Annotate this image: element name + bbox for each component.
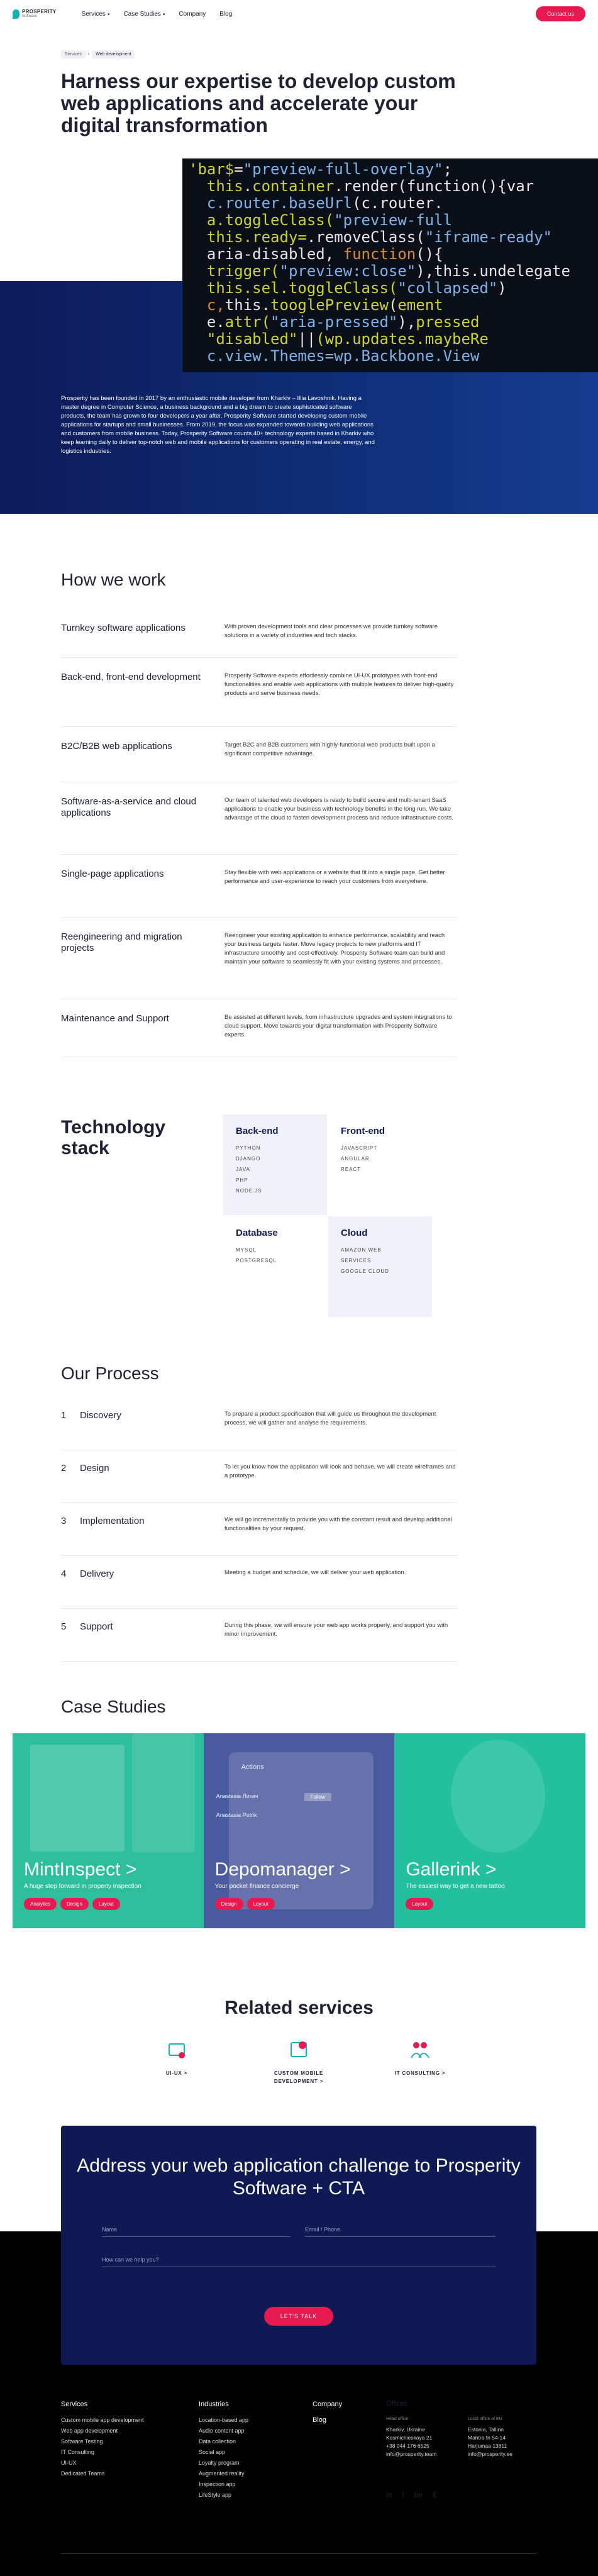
tech-card-database: Database MYSQL POSTGRESQL	[223, 1216, 327, 1317]
process-step: 5 Support During this phase, we will ensure your web app works properly, and support you with minor improvement.	[61, 1609, 457, 1662]
list-item: Back-end, front-end development Prosperity Software experts effortlessly combine UI-UX prototypes with front-end functionalities and enable web applications with multiple features to deliver high-quality products and serve business needs.	[61, 658, 457, 727]
related-mobile-dev[interactable]: CUSTOM MOBILE DEVELOPMENT >	[255, 2038, 343, 2085]
process-step: 2 Design To let you know how the application will look and behave, we will create wireframes and a prototype.	[61, 1450, 457, 1503]
footer-link[interactable]: Loyalty program	[199, 2460, 240, 2466]
footer-link[interactable]: UI-UX	[61, 2460, 77, 2466]
footer-link[interactable]: Dedicated Teams	[61, 2470, 105, 2477]
email-phone-field[interactable]: Email / Phone	[305, 2226, 496, 2237]
office-head: Head office Kharkiv, Ukraine Kosmichieskaya 21 +38 044 176 6525 info@prosperity.team	[386, 2417, 437, 2457]
related-ui-ux[interactable]: UI-UX >	[133, 2038, 221, 2077]
footer-services: Services Custom mobile app development Web app development Software Testing IT Consulting UI-UX Dedicated Teams	[61, 2400, 144, 2479]
nav-company[interactable]: Company	[179, 10, 206, 18]
tag: Design	[60, 1898, 89, 1910]
page-title: Harness our expertise to develop custom web applications and accelerate your digital transformation	[61, 70, 456, 136]
tech-card-frontend: Front-end JAVASCRIPT ANGULAR REACT	[328, 1114, 432, 1215]
footer-link[interactable]: Augmented reality	[199, 2470, 245, 2477]
name-field[interactable]: Name	[102, 2226, 291, 2237]
footer-link[interactable]: Social app	[199, 2449, 226, 2455]
how-we-work-title: How we work	[61, 570, 166, 589]
message-field[interactable]: How can we help you?	[102, 2257, 496, 2267]
case-depomanager[interactable]: Actions Anastasia Лихач Anastasia Petrik Follow Depomanager > Your pocket finance concierge Design Layout	[204, 1733, 395, 1928]
chevron-right-icon: ›	[87, 52, 90, 57]
list-item: Reengineering and migration projects Reengineer your existing application to enhance performance, scalability and reach your business targets faster. Move legacy projects to new platforms and IT infrastructure smoothly and cost-effectively. Prosperity Software team can build and maintain your software to seamlessly fit with your existing systems and processes.	[61, 918, 457, 999]
linkedin-icon[interactable]: in	[386, 2490, 392, 2499]
nav-services[interactable]: Services ▾	[81, 10, 110, 18]
tech-stack-title: Technology stack	[61, 1117, 166, 1158]
footer-link[interactable]: IT Consulting	[61, 2449, 94, 2455]
case-studies-title: Case Studies	[61, 1697, 166, 1716]
footer-link[interactable]: Location-based app	[199, 2417, 249, 2423]
process-step: 4 Delivery Meeting a budget and schedule, we will deliver your web application.	[61, 1556, 457, 1609]
footer-company: Company Blog	[313, 2400, 342, 2426]
office-eu: Local office of EU Estonia, Tallinn Mahtra tn 54-14 Harjumaa 13811 info@prosperity.ee	[468, 2417, 512, 2457]
tag: Layout	[406, 1898, 433, 1910]
breadcrumb-current: Web development	[92, 50, 135, 58]
tag: Analytics	[24, 1898, 57, 1910]
lets-talk-button[interactable]: LET'S TALK	[264, 2307, 333, 2326]
footer-divider	[61, 2553, 536, 2554]
footer-link[interactable]: Audio content app	[199, 2428, 245, 2434]
how-we-work-list	[61, 609, 457, 1057]
hero-description: Prosperity has been founded in 2017 by an enthusiastic mobile developer from Kharkiv – Illia Lavoshnik. Having a master degree in Computer Science, a business background and a big dream to create sophisticated software products, the team has grown to four developers a year after. Prosperity Software started developing custom mobile applications for startups and small businesses. From 2019, the focus was expanded towards building web applications and customers from mobile business. Today, Prosperity Software counts 40+ technology experts based in Kharkiv who keep learning daily to deliver top-notch web and mobile applications for customers operating in real estate, energy, and logistics industries.	[61, 395, 375, 455]
design-icon	[164, 2038, 189, 2063]
tech-card-cloud: Cloud AMAZON WEB SERVICES GOOGLE CLOUD	[328, 1216, 432, 1317]
chevron-down-icon: ▾	[107, 12, 110, 17]
related-services-title: Related services	[224, 1997, 374, 2018]
footer-offices: Offices Head office Kharkiv, Ukraine Kosmichieskaya 21 +38 044 176 6525 info@prosperity.team Local office of EU Estonia, Tallinn Mahtra tn 54-14 Harjumaa 13811 info@prosperity.ee	[386, 2400, 550, 2414]
footer-industries: Industries Location-based app Audio content app Data collection Social app Loyalty program Augmented reality Inspection app LifeStyle app	[199, 2400, 248, 2501]
tech-card-backend: Back-end PYTHON DJANGO JAVA PHP NODE.JS	[223, 1114, 327, 1215]
social-links	[386, 2490, 437, 2499]
list-item: B2C/B2B web applications Target B2C and B2B customers with highly-functional web products built upon a significant competitive advantage.	[61, 727, 457, 782]
chevron-down-icon: ▾	[162, 12, 165, 17]
breadcrumb-services[interactable]: Services	[61, 50, 86, 58]
nav-case-studies[interactable]: Case Studies ▾	[123, 10, 165, 18]
footer-link[interactable]: Software Testing	[61, 2438, 103, 2445]
main-nav	[82, 11, 233, 18]
footer-link[interactable]: Data collection	[199, 2438, 236, 2445]
process-step: 3 Implementation We will go incrementally to provide you with the constant result and develop additional functionalities by your request.	[61, 1503, 457, 1556]
contact-us-button[interactable]: Contact us	[536, 6, 585, 21]
logo-line1: PROSPERITY	[22, 9, 57, 14]
behance-icon[interactable]: be	[414, 2490, 423, 2499]
people-icon	[407, 2038, 433, 2063]
list-item: Software-as-a-service and cloud applications Our team of talented web developers is ready to build secure and multi-tenant SaaS applications to enable your business with technology benefits in the long run. We take advantage of the cloud to fasten development process and reduce infrastructure costs.	[61, 782, 457, 855]
depomanager-mockup: Actions Anastasia Лихач Anastasia Petrik Follow	[204, 1733, 395, 1928]
site-header	[0, 0, 598, 28]
process-list	[61, 1397, 457, 1662]
footer-link[interactable]: LifeStyle app	[199, 2492, 232, 2498]
process-title: Our Process	[61, 1363, 159, 1383]
logo-line2: Software	[22, 14, 37, 18]
related-it-consulting[interactable]: IT CONSULTING >	[376, 2038, 464, 2077]
facebook-icon[interactable]: f	[402, 2490, 404, 2499]
logo[interactable]	[13, 9, 57, 19]
list-item: Maintenance and Support Be assisted at different levels, from infrastructure upgrades and system integrations to cloud support. Move towards your digital transformation with Prosperity Software experts.	[61, 999, 457, 1057]
tag: Layout	[92, 1898, 120, 1910]
case-mintinspect[interactable]: MintInspect > A huge step forward in property inspection Analytics Design Layout	[13, 1733, 204, 1928]
cta-title: Address your web application challenge to Prosperity Software + CTA	[77, 2155, 521, 2199]
tag: Layout	[247, 1898, 275, 1910]
tag: Design	[215, 1898, 243, 1910]
breadcrumb	[61, 50, 135, 58]
process-step: 1 Discovery To prepare a product specification that will guide us throughout the development process, we will gather and analyse the requirements.	[61, 1397, 457, 1450]
footer-link[interactable]: Blog	[313, 2416, 327, 2424]
list-item: Turnkey software applications With proven development tools and clear processes we provide turnkey software solutions in a variety of industries and tech stacks.	[61, 609, 457, 658]
footer-link[interactable]: Web app development	[61, 2428, 118, 2434]
footer-link[interactable]: Custom mobile app development	[61, 2417, 144, 2423]
cta-form	[61, 2126, 536, 2365]
footer-link[interactable]: Inspection app	[199, 2481, 236, 2487]
upwork-icon[interactable]: €	[433, 2490, 437, 2499]
mobile-icon	[286, 2038, 311, 2063]
logo-icon	[13, 9, 19, 19]
case-gallerink[interactable]: Gallerink > The easiest way to get a new tattoo Layout	[394, 1733, 585, 1928]
case-studies-row	[13, 1733, 585, 1928]
hero-code-image: 'bar$="preview-full-overlay"; this.container.render(function(){var c.router.baseUrl(c.router. a.toggleClass("preview-full this.ready=.removeClass("iframe-ready" aria-disabled, function(){ trigger("preview:close"),this.undelegate this.sel.toggleClass("collapsed") c,this.tooglePreview(ement e.attr("aria-pressed"),pressed "disabled"||(wp.updates.maybeRe c.view.Themes=wp.Backbone.View	[182, 158, 598, 372]
nav-blog[interactable]: Blog	[219, 10, 233, 18]
list-item: Single-page applications Stay flexible with web applications or a website that fit into a single page. Get better performance and user-experience to reach your customers from everywhere.	[61, 855, 457, 918]
